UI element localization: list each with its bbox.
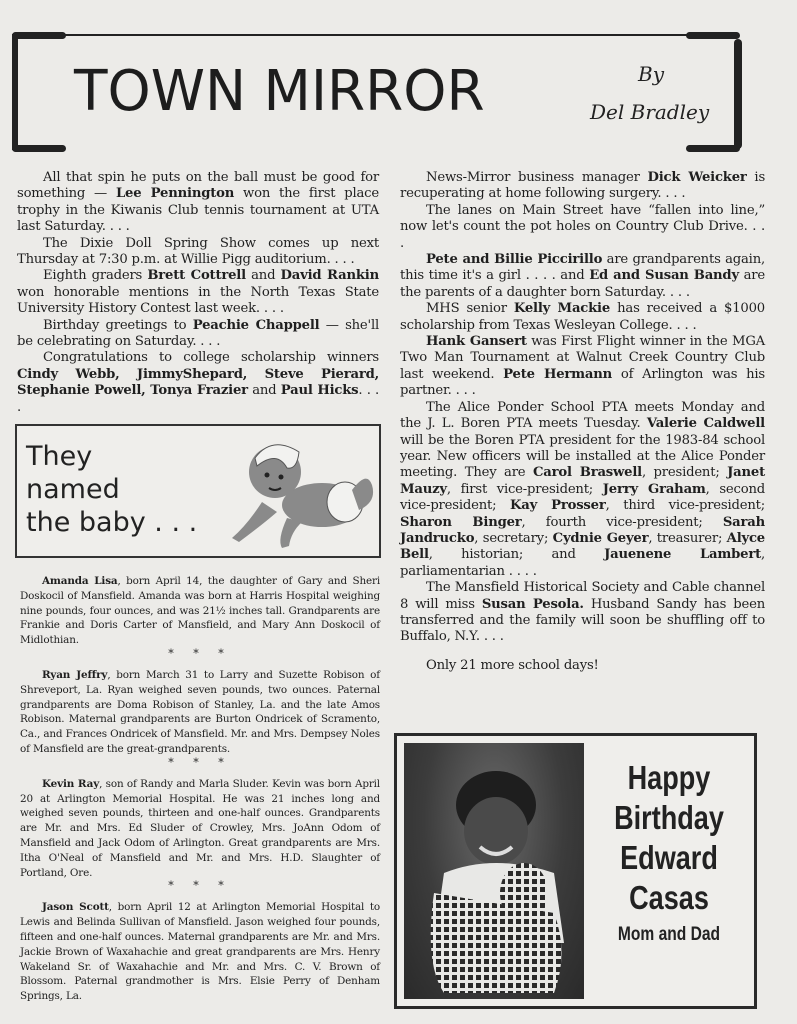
news-item: Hank Gansert was First Flight winner in the MGA Two Man Tournament at Walnut Creek Country Club last weekend. Pete Hermann of Arlington was his partner. . . . [400, 334, 766, 399]
news-item: Only 21 more school days! [426, 657, 599, 673]
banner-line: They [26, 441, 93, 472]
birth-entry: Jason Scott, born April 12 at Arlington Memorial Hospital to Lewis and Belinda Sullivan of Mansfield. Jason weighed four pounds, fifteen and one-half ounces. Maternal grandparents are Mr. and Mrs. Jackie Brown of Waxahachie and great grandparents are Mrs. Henry Wakeland Sr. of Waxahachie and Mr. and Mrs. C. V. Brown of Blossom. Paternal grandmother is Mrs. Elsie Perry of Denham Springs, La. [20, 901, 380, 1003]
birthday-signoff: Mom and Dad [617, 924, 721, 945]
separator: * * * [168, 646, 232, 660]
baby-banner-heading [26, 440, 197, 539]
news-item: The lanes on Main Street have “fallen into line,” now let's count the pot holes on Country Club Drive. . . . [400, 202, 765, 251]
right-column [400, 170, 765, 674]
masthead-border-top [32, 34, 734, 36]
news-item: Eighth graders Brett Cottrell and David Rankin won honorable mentions in the North Texas State University History Contest last week. . . . [17, 268, 379, 317]
baby-photo-illustration [404, 743, 584, 999]
news-item: MHS senior Kelly Mackie has received a $1000 scholarship from Texas Wesleyan College. . . . [400, 301, 765, 333]
news-item: Birthday greetings to Peachie Chappell — she'll be celebrating on Saturday. . . . [17, 317, 380, 350]
birthday-ad [394, 733, 757, 1009]
masthead-border-right [734, 39, 742, 149]
news-item: All that spin he puts on the ball must be good for something — Lee Pennington won the first place trophy in the Kiwanis Club tennis tournament at UTA last Saturday. . . . [17, 170, 379, 235]
birthday-line: Birthday [614, 799, 724, 836]
news-item: Pete and Billie Piccirillo are grandparents again, this time it's a girl . . . . and Ed and Susan Bandy are the parents of a daughter born Saturday. . . . [400, 252, 765, 300]
ornament-cap [686, 145, 740, 152]
birth-entry: Kevin Ray, son of Randy and Marla Sluder. Kevin was born April 20 at Arlington Memorial Hospital. He was 21 inches long and weighed seven pounds, thirteen and one-half ounces. Grandparents are Mr. and Mrs. Ed Sluder of Crowley, Mrs. JoAnn Odom of Mansfield and Jack Odom of Arlington. Great grandparents are Mrs. Itha O'Neal of Mansfield and Mr. and Mrs. H.D. Slaughter of Portland, Ore. [20, 777, 380, 879]
birth-entry: Amanda Lisa, born April 14, the daughter of Gary and Sheri Doskocil of Mansfield. Amanda was born at Harris Hospital weighing nine pounds, four ounces, and was 21½ inches tall. Grandparents are Frankie and Doris Carter of Mansfield, and Mary Ann Doskocil of Midlothian. [20, 575, 380, 647]
ornament-cap [12, 145, 66, 152]
byline-by: By [638, 62, 664, 86]
byline-author: Del Bradley [590, 100, 710, 124]
separator: * * * [168, 879, 232, 893]
column-title: TOWN MIRROR [74, 59, 485, 124]
left-column [17, 170, 379, 416]
birthday-message [589, 758, 749, 946]
birthday-line: Edward [620, 839, 718, 876]
news-item: The Mansfield Historical Society and Cable channel 8 will miss Susan Pesola. Husband Sandy has been transferred and the family will soon be shuffling off to Buffalo, N.Y. . . . [400, 580, 765, 645]
baby-banner [15, 424, 381, 558]
birthday-line: Casas [629, 879, 709, 916]
banner-line: named [26, 474, 120, 505]
baby-photo [404, 743, 584, 999]
news-item: News-Mirror business manager Dick Weicker is recuperating at home following surgery. . . . [400, 170, 766, 202]
news-item: Congratulations to college scholarship winners Cindy Webb, JimmyShepard, Steve Pierard, Stephanie Powell, Tonya Frazier and Paul Hicks. . . . [17, 350, 379, 415]
news-item: The Dixie Doll Spring Show comes up next Thursday at 7:30 p.m. at Willie Pigg auditorium. . . . [17, 235, 379, 268]
masthead [12, 34, 742, 150]
news-item: The Alice Ponder School PTA meets Monday and the J. L. Boren PTA meets Tuesday. Valerie Caldwell will be the Boren PTA president for the 1983-84 school year. New officers will be installed at the Alice Ponder meeting. They are Carol Braswell, president; Janet Mauzy, first vice-president; Jerry Graham, second vice-president; Kay Prosser, third vice-president; Sharon Binger, fourth vice-president; Sarah Jandrucko, secretary; Cydnie Geyer, treasurer; Alyce Bell, historian; and Jauenene Lambert, parliamentarian . . . . [400, 399, 765, 579]
masthead-border-left [12, 34, 18, 150]
ornament-cap [12, 32, 66, 39]
ornament-cap [686, 32, 740, 39]
crawling-baby-illustration [227, 430, 377, 550]
birthday-line: Happy [627, 759, 711, 796]
birth-entry: Ryan Jeffry, born March 31 to Larry and Suzette Robison of Shreveport, La. Ryan weighed seven pounds, two ounces. Paternal grandparents are Doma Robison of Stanley, La. and the late Amos Robison. Maternal grandparents are Burton Ondricek of Scramento, Ca., and Frances Ondricek of Mansfield. Mr. and Mrs. Dempsey Noles of Mansfield are the great-grandparents. [20, 668, 380, 755]
birth-announcements [20, 574, 380, 1004]
separator: * * * [168, 755, 232, 769]
banner-line: the baby . . . [26, 507, 198, 538]
